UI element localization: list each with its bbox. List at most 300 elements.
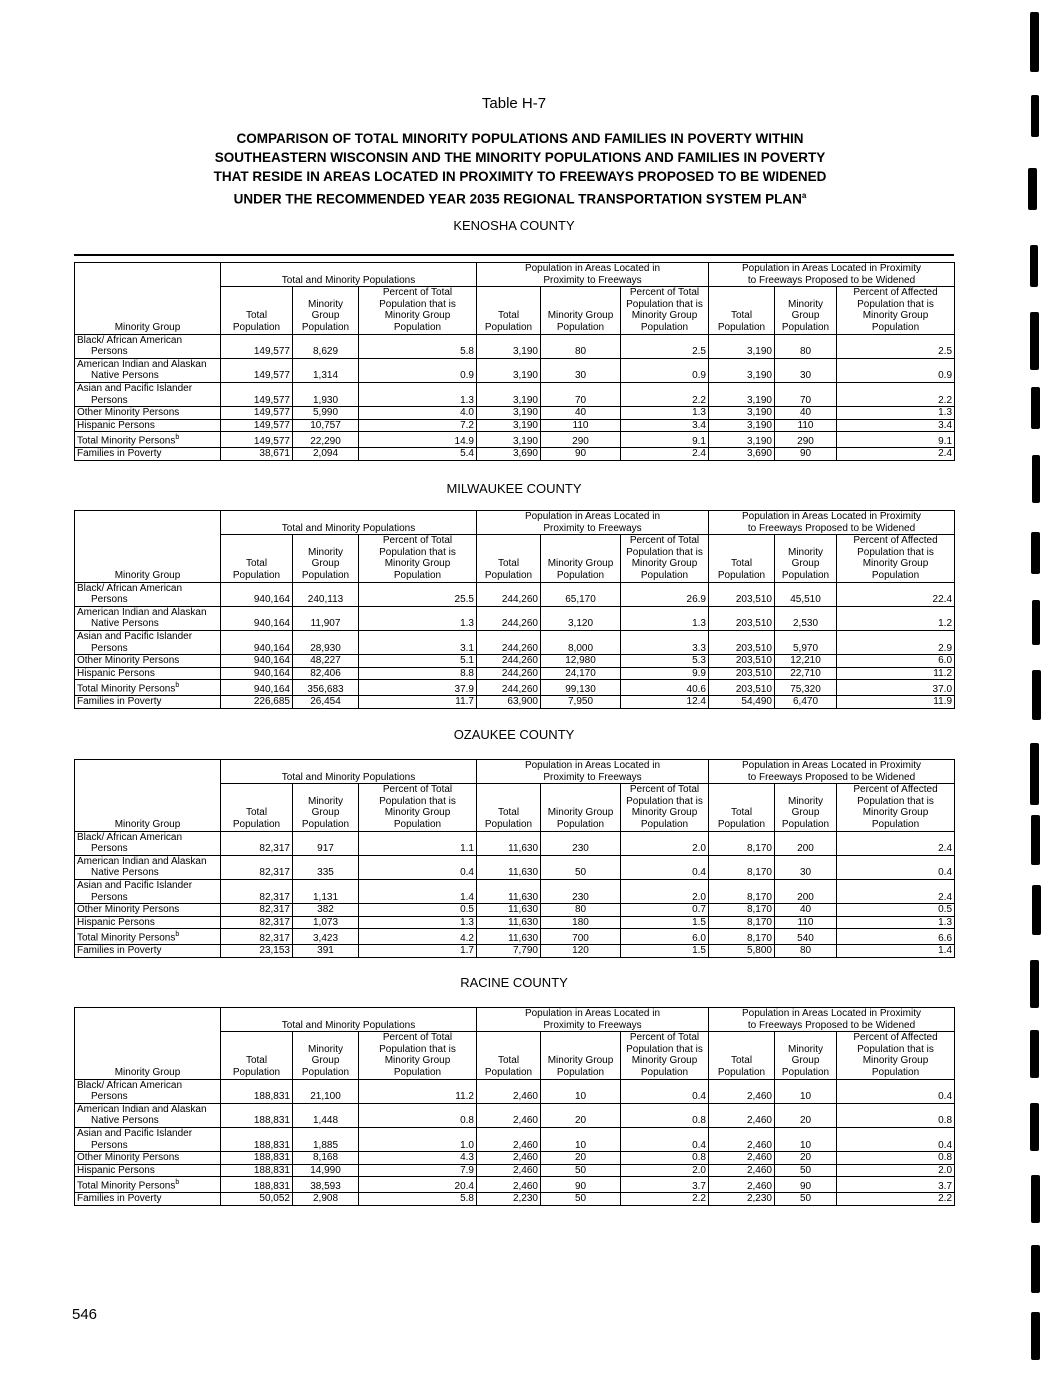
table-cell: 54,490	[709, 696, 775, 709]
table-cell: 3.7	[621, 1177, 709, 1193]
table-cell: 8,170	[709, 879, 775, 903]
row-label: Hispanic Persons	[75, 667, 221, 680]
table-cell: 1.7	[359, 945, 477, 958]
table-cell: 2,460	[477, 1177, 541, 1193]
group-header-widened: Population in Areas Located in Proximity to Freeways Proposed to be Widened	[709, 760, 955, 784]
table-cell: 110	[541, 419, 621, 432]
column-header: Total Population	[221, 784, 293, 831]
table-cell: 26,454	[293, 696, 359, 709]
table-cell: 230	[541, 879, 621, 903]
table-cell: 290	[541, 432, 621, 448]
row-label: Total Minority Persons$^b$	[75, 1177, 221, 1193]
column-header: Percent of Total Population that is Minority Group Population	[359, 784, 477, 831]
table-cell: 3.1	[359, 630, 477, 654]
table-cell: 11.9	[837, 696, 955, 709]
row-label: Asian and Pacific Islander Persons	[75, 1127, 221, 1151]
table-cell: 8,000	[541, 630, 621, 654]
row-label: Asian and Pacific Islander Persons	[75, 879, 221, 903]
county-table	[74, 262, 955, 461]
table-cell: 4.2	[359, 929, 477, 945]
table-row	[75, 432, 955, 448]
table-cell: 50	[775, 1193, 837, 1206]
row-label: Total Minority Persons$^b$	[75, 680, 221, 696]
table-cell: 20.4	[359, 1177, 477, 1193]
table-cell: 82,317	[221, 831, 293, 855]
column-header: Percent of Total Population that is Minority Group Population	[621, 784, 709, 831]
table-cell: 80	[775, 334, 837, 358]
row-label: Hispanic Persons	[75, 419, 221, 432]
table-cell: 50	[541, 855, 621, 879]
row-label: Hispanic Persons	[75, 1164, 221, 1177]
table-cell: 5.8	[359, 334, 477, 358]
group-header-proximity: Population in Areas Located in Proximity to Freeways	[477, 511, 709, 535]
table-cell: 3,120	[541, 606, 621, 630]
table-cell: 1.3	[359, 382, 477, 406]
table-cell: 203,510	[709, 582, 775, 606]
table-row	[75, 334, 955, 358]
table-cell: 6.0	[621, 929, 709, 945]
row-label: Families in Poverty	[75, 696, 221, 709]
table-cell: 37.9	[359, 680, 477, 696]
footnote-marker: b	[175, 434, 180, 442]
table-cell: 149,577	[221, 432, 293, 448]
table-cell: 38,593	[293, 1177, 359, 1193]
table-cell: 12,980	[541, 655, 621, 668]
table-cell: 1.0	[359, 1127, 477, 1151]
table-cell: 2.0	[621, 831, 709, 855]
table-row	[75, 1152, 955, 1165]
table-row	[75, 879, 955, 903]
table-cell: 0.4	[621, 855, 709, 879]
county-title: OZAUKEE COUNTY	[453, 727, 575, 742]
table-cell: 0.5	[837, 904, 955, 917]
table-cell: 3,190	[709, 432, 775, 448]
table-cell: 0.4	[837, 1127, 955, 1151]
table-cell: 1.4	[837, 945, 955, 958]
row-label: Other Minority Persons	[75, 655, 221, 668]
table-cell: 2,460	[709, 1079, 775, 1103]
table-cell: 82,317	[221, 916, 293, 929]
column-header: Percent of Affected Population that is Minority Group Population	[837, 784, 955, 831]
row-header-minority-group: Minority Group	[75, 760, 221, 832]
table-cell: 2.9	[837, 630, 955, 654]
table-cell: 0.8	[621, 1103, 709, 1127]
table-cell: 2,230	[477, 1193, 541, 1206]
table-cell: 5,990	[293, 407, 359, 420]
row-label: Black/ African American Persons	[75, 1079, 221, 1103]
table-row	[75, 1103, 955, 1127]
table-cell: 80	[541, 334, 621, 358]
table-cell: 1,314	[293, 358, 359, 382]
row-label: American Indian and Alaskan Native Persons	[75, 855, 221, 879]
table-cell: 3,190	[477, 334, 541, 358]
table-cell: 2.2	[621, 382, 709, 406]
table-cell: 3,190	[477, 358, 541, 382]
table-cell: 1,885	[293, 1127, 359, 1151]
column-header: Minority Group Population	[541, 784, 621, 831]
table-cell: 11,907	[293, 606, 359, 630]
table-cell: 11,630	[477, 879, 541, 903]
table-cell: 188,831	[221, 1177, 293, 1193]
table-cell: 6.0	[837, 655, 955, 668]
table-cell: 20	[775, 1152, 837, 1165]
table-cell: 3,423	[293, 929, 359, 945]
table-row	[75, 630, 955, 654]
table-cell: 63,900	[477, 696, 541, 709]
table-cell: 188,831	[221, 1152, 293, 1165]
table-cell: 7,950	[541, 696, 621, 709]
column-header: Total Population	[221, 287, 293, 334]
table-row	[75, 945, 955, 958]
table-cell: 80	[775, 945, 837, 958]
column-header: Total Population	[477, 1032, 541, 1079]
table-cell: 82,317	[221, 855, 293, 879]
row-label: American Indian and Alaskan Native Persons	[75, 358, 221, 382]
row-label: Black/ African American Persons	[75, 334, 221, 358]
table-cell: 1.4	[359, 879, 477, 903]
row-label: Black/ African American Persons	[75, 831, 221, 855]
table-cell: 335	[293, 855, 359, 879]
table-cell: 65,170	[541, 582, 621, 606]
row-label: Other Minority Persons	[75, 904, 221, 917]
table-cell: 80	[541, 904, 621, 917]
table-cell: 5.8	[359, 1193, 477, 1206]
column-header: Minority Group Population	[775, 287, 837, 334]
table-cell: 50	[541, 1193, 621, 1206]
table-cell: 0.4	[837, 855, 955, 879]
table-cell: 1.3	[621, 606, 709, 630]
table-cell: 5.4	[359, 448, 477, 461]
table-cell: 20	[541, 1103, 621, 1127]
table-cell: 20	[541, 1152, 621, 1165]
table-cell: 7,790	[477, 945, 541, 958]
row-label: American Indian and Alaskan Native Persons	[75, 606, 221, 630]
table-cell: 8,170	[709, 929, 775, 945]
table-cell: 3,190	[709, 358, 775, 382]
table-row	[75, 655, 955, 668]
row-label: Families in Poverty	[75, 448, 221, 461]
table-row	[75, 1164, 955, 1177]
table-cell: 4.3	[359, 1152, 477, 1165]
column-header: Percent of Total Population that is Minority Group Population	[621, 535, 709, 582]
table-cell: 3,190	[709, 419, 775, 432]
table-cell: 9.9	[621, 667, 709, 680]
table-cell: 5.3	[621, 655, 709, 668]
column-header: Minority Group Population	[293, 535, 359, 582]
table-cell: 90	[541, 448, 621, 461]
table-cell: 7.9	[359, 1164, 477, 1177]
table-cell: 203,510	[709, 655, 775, 668]
row-label: Total Minority Persons$^b$	[75, 929, 221, 945]
column-header: Total Population	[477, 535, 541, 582]
table-cell: 2,460	[709, 1164, 775, 1177]
table-cell: 188,831	[221, 1164, 293, 1177]
table-cell: 2.4	[837, 879, 955, 903]
table-cell: 244,260	[477, 667, 541, 680]
table-cell: 82,406	[293, 667, 359, 680]
table-cell: 48,227	[293, 655, 359, 668]
table-cell: 1,930	[293, 382, 359, 406]
table-cell: 2.4	[837, 831, 955, 855]
table-cell: 149,577	[221, 382, 293, 406]
table-cell: 2,460	[477, 1164, 541, 1177]
row-label: Other Minority Persons	[75, 1152, 221, 1165]
group-header-proximity: Population in Areas Located in Proximity to Freeways	[477, 760, 709, 784]
table-cell: 9.1	[837, 432, 955, 448]
column-header: Percent of Affected Population that is Minority Group Population	[837, 1032, 955, 1079]
row-label: Other Minority Persons	[75, 407, 221, 420]
table-cell: 20	[775, 1103, 837, 1127]
table-cell: 50	[541, 1164, 621, 1177]
county-table	[74, 1007, 955, 1206]
table-cell: 0.4	[621, 1079, 709, 1103]
table-cell: 226,685	[221, 696, 293, 709]
column-header: Total Population	[221, 535, 293, 582]
table-cell: 45,510	[775, 582, 837, 606]
table-cell: 244,260	[477, 655, 541, 668]
table-cell: 1,448	[293, 1103, 359, 1127]
table-cell: 1.3	[837, 407, 955, 420]
group-header-total: Total and Minority Populations	[221, 760, 477, 784]
column-header: Minority Group Population	[541, 1032, 621, 1079]
table-cell: 0.9	[621, 358, 709, 382]
table-cell: 149,577	[221, 407, 293, 420]
table-cell: 240,113	[293, 582, 359, 606]
table-cell: 22,710	[775, 667, 837, 680]
table-cell: 188,831	[221, 1127, 293, 1151]
table-cell: 0.8	[359, 1103, 477, 1127]
table-cell: 8,629	[293, 334, 359, 358]
table-cell: 11,630	[477, 904, 541, 917]
table-cell: 11,630	[477, 855, 541, 879]
column-header: Total Population	[221, 1032, 293, 1079]
table-cell: 2,908	[293, 1193, 359, 1206]
table-cell: 40.6	[621, 680, 709, 696]
table-row	[75, 419, 955, 432]
table-cell: 6,470	[775, 696, 837, 709]
table-cell: 3.7	[837, 1177, 955, 1193]
table-cell: 2,460	[477, 1152, 541, 1165]
title-footnote-marker: a	[801, 191, 807, 200]
table-cell: 90	[775, 448, 837, 461]
table-cell: 3,190	[709, 407, 775, 420]
table-title	[110, 129, 930, 209]
table-cell: 203,510	[709, 606, 775, 630]
table-row	[75, 916, 955, 929]
table-cell: 11.2	[359, 1079, 477, 1103]
table-cell: 120	[541, 945, 621, 958]
table-cell: 2.4	[621, 448, 709, 461]
table-row	[75, 904, 955, 917]
table-row	[75, 855, 955, 879]
table-cell: 180	[541, 916, 621, 929]
table-cell: 14.9	[359, 432, 477, 448]
column-header: Minority Group Population	[293, 784, 359, 831]
table-cell: 2,460	[477, 1079, 541, 1103]
footnote-marker: b	[175, 931, 180, 939]
table-cell: 149,577	[221, 334, 293, 358]
table-cell: 6.6	[837, 929, 955, 945]
table-cell: 82,317	[221, 879, 293, 903]
table-cell: 940,164	[221, 667, 293, 680]
table-row	[75, 582, 955, 606]
table-cell: 940,164	[221, 630, 293, 654]
table-cell: 149,577	[221, 419, 293, 432]
row-header-minority-group: Minority Group	[75, 1008, 221, 1080]
footnote-marker: b	[175, 682, 180, 690]
table-cell: 2.2	[837, 1193, 955, 1206]
table-cell: 10,757	[293, 419, 359, 432]
table-cell: 38,671	[221, 448, 293, 461]
table-cell: 2,460	[709, 1177, 775, 1193]
table-cell: 11,630	[477, 929, 541, 945]
table-cell: 8,170	[709, 904, 775, 917]
table-cell: 2.0	[621, 1164, 709, 1177]
column-header: Percent of Total Population that is Minority Group Population	[359, 1032, 477, 1079]
table-cell: 188,831	[221, 1079, 293, 1103]
table-cell: 50	[775, 1164, 837, 1177]
footnote-marker: b	[175, 1179, 180, 1187]
column-header: Minority Group Population	[775, 784, 837, 831]
table-cell: 7.2	[359, 419, 477, 432]
table-cell: 2,460	[477, 1103, 541, 1127]
table-cell: 0.5	[359, 904, 477, 917]
table-cell: 3,190	[709, 382, 775, 406]
column-header: Minority Group Population	[293, 1032, 359, 1079]
table-cell: 10	[775, 1127, 837, 1151]
table-cell: 2,230	[709, 1193, 775, 1206]
table-cell: 244,260	[477, 606, 541, 630]
table-cell: 1.5	[621, 916, 709, 929]
table-cell: 8.8	[359, 667, 477, 680]
table-cell: 82,317	[221, 929, 293, 945]
table-cell: 10	[541, 1079, 621, 1103]
table-cell: 2.2	[621, 1193, 709, 1206]
table-cell: 9.1	[621, 432, 709, 448]
table-cell: 11.7	[359, 696, 477, 709]
group-header-total: Total and Minority Populations	[221, 263, 477, 287]
table-cell: 110	[775, 419, 837, 432]
table-number: Table H-7	[481, 95, 547, 112]
table-cell: 2.4	[837, 448, 955, 461]
table-row	[75, 1177, 955, 1193]
table-cell: 8,168	[293, 1152, 359, 1165]
column-header: Minority Group Population	[541, 287, 621, 334]
table-cell: 356,683	[293, 680, 359, 696]
table-cell: 70	[541, 382, 621, 406]
table-cell: 5,800	[709, 945, 775, 958]
table-cell: 200	[775, 879, 837, 903]
column-header: Total Population	[477, 287, 541, 334]
table-cell: 0.7	[621, 904, 709, 917]
table-cell: 382	[293, 904, 359, 917]
table-cell: 1.3	[837, 916, 955, 929]
table-cell: 5,970	[775, 630, 837, 654]
table-cell: 0.8	[621, 1152, 709, 1165]
row-label: American Indian and Alaskan Native Persons	[75, 1103, 221, 1127]
table-row	[75, 358, 955, 382]
column-header: Minority Group Population	[293, 287, 359, 334]
table-cell: 3,190	[477, 432, 541, 448]
table-cell: 10	[775, 1079, 837, 1103]
table-cell: 3,190	[709, 334, 775, 358]
table-cell: 0.4	[359, 855, 477, 879]
table-cell: 3.4	[621, 419, 709, 432]
title-line: COMPARISON OF TOTAL MINORITY POPULATIONS AND FAMILIES IN POVERTY WITHIN	[236, 131, 804, 146]
group-header-total: Total and Minority Populations	[221, 511, 477, 535]
table-cell: 5.1	[359, 655, 477, 668]
table-cell: 2.0	[837, 1164, 955, 1177]
table-cell: 203,510	[709, 667, 775, 680]
county-table	[74, 759, 955, 958]
table-cell: 37.0	[837, 680, 955, 696]
table-cell: 0.8	[837, 1152, 955, 1165]
table-row	[75, 606, 955, 630]
column-header: Percent of Total Population that is Minority Group Population	[621, 1032, 709, 1079]
title-line: THAT RESIDE IN AREAS LOCATED IN PROXIMITY TO FREEWAYS PROPOSED TO BE WIDENED	[213, 169, 827, 184]
table-row	[75, 1127, 955, 1151]
table-cell: 3,690	[709, 448, 775, 461]
table-cell: 1.2	[837, 606, 955, 630]
table-cell: 1,073	[293, 916, 359, 929]
table-cell: 11,630	[477, 916, 541, 929]
table-cell: 188,831	[221, 1103, 293, 1127]
table-cell: 2.2	[837, 382, 955, 406]
table-cell: 149,577	[221, 358, 293, 382]
table-cell: 10	[541, 1127, 621, 1151]
table-cell: 22.4	[837, 582, 955, 606]
county-table	[74, 510, 955, 709]
table-cell: 3,190	[477, 419, 541, 432]
table-row	[75, 448, 955, 461]
table-cell: 8,170	[709, 831, 775, 855]
table-cell: 2,460	[709, 1103, 775, 1127]
table-cell: 0.4	[837, 1079, 955, 1103]
table-cell: 940,164	[221, 606, 293, 630]
row-label: Families in Poverty	[75, 1193, 221, 1206]
column-header: Percent of Affected Population that is Minority Group Population	[837, 535, 955, 582]
table-cell: 1,131	[293, 879, 359, 903]
table-cell: 99,130	[541, 680, 621, 696]
table-cell: 2,094	[293, 448, 359, 461]
table-cell: 4.0	[359, 407, 477, 420]
table-row	[75, 407, 955, 420]
table-cell: 0.9	[359, 358, 477, 382]
table-cell: 110	[775, 916, 837, 929]
table-cell: 391	[293, 945, 359, 958]
group-header-proximity: Population in Areas Located in Proximity to Freeways	[477, 263, 709, 287]
table-cell: 30	[775, 855, 837, 879]
table-cell: 40	[541, 407, 621, 420]
row-label: Black/ African American Persons	[75, 582, 221, 606]
column-header: Total Population	[709, 287, 775, 334]
row-header-minority-group: Minority Group	[75, 511, 221, 583]
table-cell: 2,460	[709, 1127, 775, 1151]
table-cell: 2.5	[837, 334, 955, 358]
table-cell: 22,290	[293, 432, 359, 448]
table-cell: 82,317	[221, 904, 293, 917]
table-cell: 3,190	[477, 407, 541, 420]
table-row	[75, 831, 955, 855]
table-cell: 200	[775, 831, 837, 855]
column-header: Total Population	[709, 784, 775, 831]
row-label: Hispanic Persons	[75, 916, 221, 929]
column-header: Total Population	[477, 784, 541, 831]
county-title: MILWAUKEE COUNTY	[446, 481, 582, 496]
table-cell: 2.0	[621, 879, 709, 903]
table-cell: 11.2	[837, 667, 955, 680]
table-cell: 230	[541, 831, 621, 855]
